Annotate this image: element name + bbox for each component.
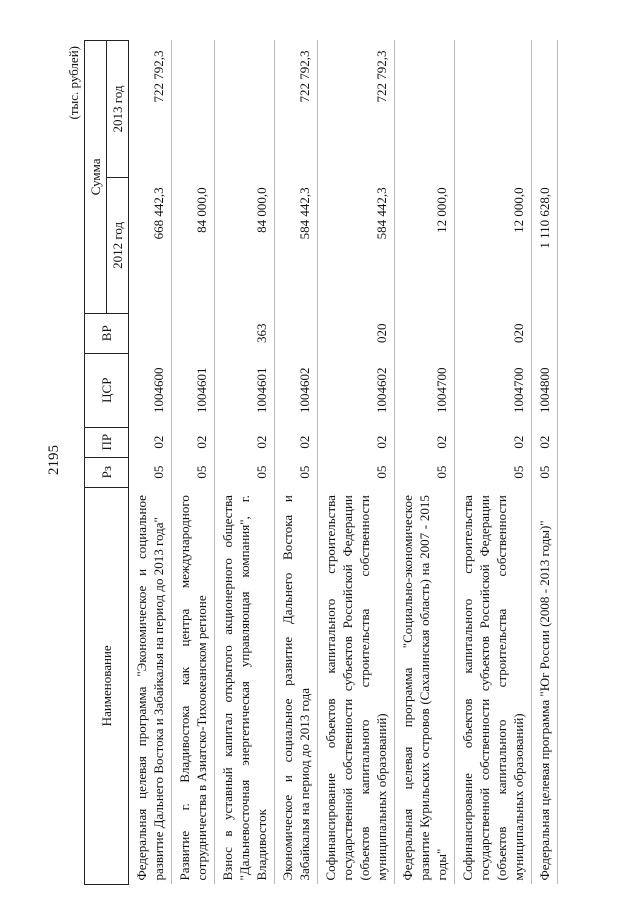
row-sum-2012: 584 442,3 [297, 187, 312, 240]
row-pr: 02 [194, 435, 209, 449]
row-pr: 02 [254, 435, 269, 449]
row-name: Федеральная целевая программа "Юг России (2008 - 2013 годы)" [537, 520, 552, 881]
row-pr: 02 [374, 435, 389, 449]
table-row [455, 41, 532, 885]
row-sum-2012: 668 442,3 [151, 187, 166, 240]
rotated-page-content [40, 40, 600, 885]
header-name: Наименование [85, 487, 129, 884]
row-csr: 1004601 [194, 367, 209, 413]
row-sum-2012: 84 000,0 [194, 187, 209, 233]
row-sum-2012: 84 000,0 [254, 187, 269, 233]
row-pr: 02 [511, 435, 526, 449]
row-csr: 1004800 [537, 367, 552, 413]
row-csr: 1004601 [254, 367, 269, 413]
row-sum-2013 [215, 41, 275, 178]
row-vr: 363 [254, 323, 269, 343]
row-vr [129, 313, 172, 353]
row-sum-2013: 722 792,3 [297, 50, 312, 103]
row-sum-2013: 722 792,3 [151, 50, 166, 103]
unit-note: (тыс. рублей) [66, 46, 81, 120]
row-rz: 05 [374, 465, 389, 479]
row-pr: 02 [297, 435, 312, 449]
row-rz: 05 [254, 465, 269, 479]
row-rz: 05 [151, 465, 166, 479]
row-sum-2013: 722 792,3 [374, 50, 389, 103]
header-year-2012: 2012 год [107, 177, 129, 313]
page-number: 2195 [46, 445, 62, 475]
table-row [318, 41, 395, 885]
row-sum-2013 [395, 41, 455, 178]
header-sum: Сумма [85, 41, 107, 314]
row-rz: 05 [511, 465, 526, 479]
table-row [129, 41, 172, 885]
row-sum-2012: 12 000,0 [434, 187, 449, 233]
row-name: Софинансирование объектов капитального строительства государственной собственности субъектов Российской Федерации (объектов капитального строительства собственности муниципальных образований) [323, 495, 389, 881]
row-vr: 020 [511, 323, 526, 343]
header-vr: ВР [85, 313, 129, 353]
table-row [172, 41, 215, 885]
row-sum-2012: 584 442,3 [374, 187, 389, 240]
row-vr [395, 313, 455, 353]
row-sum-2013 [532, 41, 558, 178]
table-row [532, 41, 558, 885]
row-name: Федеральная целевая программа "Социально-экономическое развитие Курильских островов (Сахалинская область) на 2007 - 2015 годы" [400, 495, 449, 881]
row-sum-2013 [172, 41, 215, 178]
table-row [275, 41, 318, 885]
row-pr: 02 [434, 435, 449, 449]
row-rz: 05 [537, 465, 552, 479]
table-header [85, 41, 129, 885]
row-pr: 02 [151, 435, 166, 449]
row-csr: 1004600 [151, 367, 166, 413]
table-body [129, 41, 558, 885]
row-name: Софинансирование объектов капитального строительства государственной собственности субъектов Российской Федерации (объектов капитального строительства собственности муниципальных образований) [460, 495, 526, 881]
row-rz: 05 [194, 465, 209, 479]
row-pr: 02 [537, 435, 552, 449]
header-csr: ЦСР [85, 353, 129, 427]
row-vr [532, 313, 558, 353]
row-name: Экономическое и социальное развитие Дальнего Востока и Забайкалья на период до 2013 года [280, 495, 312, 881]
row-name: Взнос в уставный капитал открытого акционерного общества "Дальневосточная энергетическая управляющая компания", г. Владивосток [220, 495, 269, 881]
row-name: Развитие г. Владивостока как центра международного сотрудничества в Азиатско-Тихоокеанском регионе [177, 495, 209, 881]
row-vr [275, 313, 318, 353]
table-row [215, 41, 275, 885]
row-sum-2012: 1 110 628,0 [537, 187, 552, 249]
row-sum-2012: 12 000,0 [511, 187, 526, 233]
row-sum-2013 [455, 41, 532, 178]
header-rz: Рз [85, 457, 129, 487]
table-row [395, 41, 455, 885]
row-vr: 020 [374, 323, 389, 343]
row-csr: 1004700 [434, 367, 449, 413]
header-pr: ПР [85, 427, 129, 457]
row-vr [172, 313, 215, 353]
row-rz: 05 [434, 465, 449, 479]
row-csr: 1004602 [374, 367, 389, 413]
budget-table [84, 40, 558, 885]
header-year-2013: 2013 год [107, 41, 129, 178]
row-csr: 1004700 [511, 367, 526, 413]
row-csr: 1004602 [297, 367, 312, 413]
row-name: Федеральная целевая программа "Экономическое и социальное развитие Дальнего Востока и Забайкалья на период до 2013 года" [134, 495, 166, 881]
row-rz: 05 [297, 465, 312, 479]
